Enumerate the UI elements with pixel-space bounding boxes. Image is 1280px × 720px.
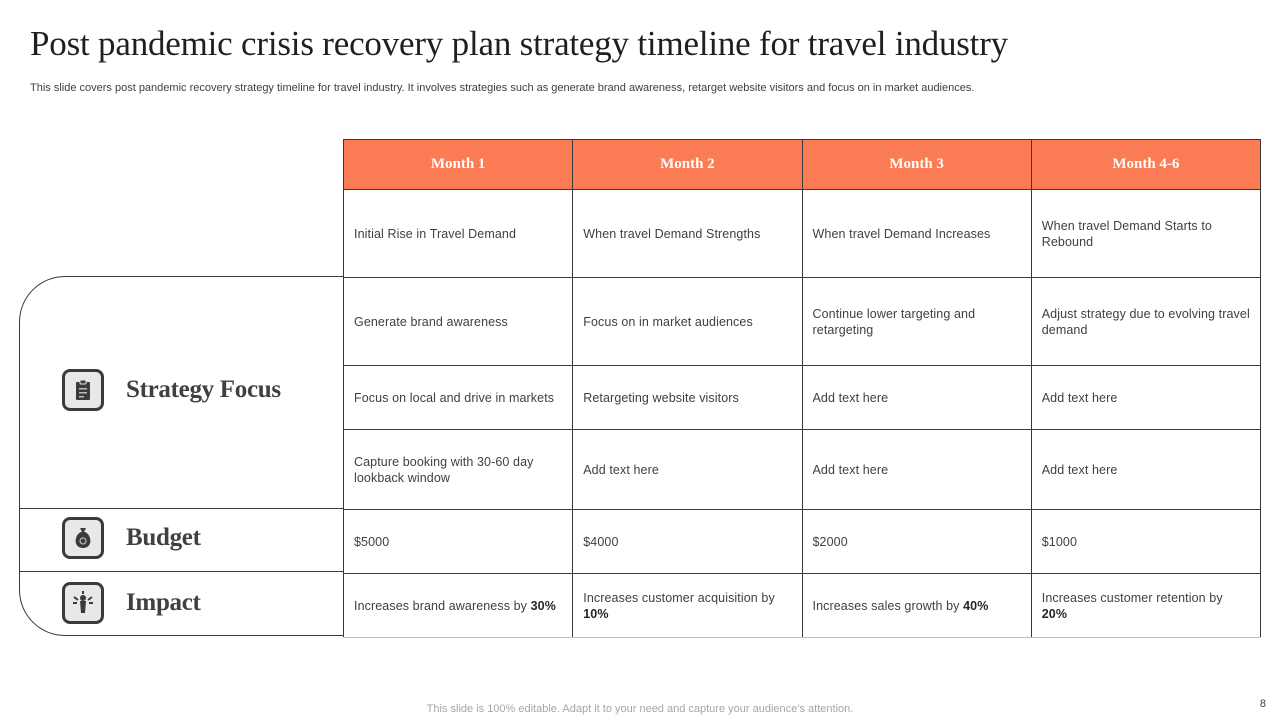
impact-cell: [573, 574, 802, 638]
impact-label: Impact: [126, 589, 201, 616]
table-cell: Capture booking with 30-60 day lookback window: [344, 430, 573, 510]
table-cell: Initial Rise in Travel Demand: [344, 190, 573, 278]
month-header: Month 4-6: [1031, 140, 1260, 190]
category-divider: [19, 508, 344, 509]
table-cell: Adjust strategy due to evolving travel demand: [1031, 278, 1260, 366]
impact-cell: [802, 574, 1031, 638]
strategy-row: [344, 366, 1261, 430]
category-divider: [19, 571, 344, 572]
impact-cell: [1031, 574, 1260, 638]
impact-text: Increases customer retention by: [1041, 590, 1223, 605]
budget-category: [62, 517, 201, 559]
table-cell: When travel Demand Increases: [802, 190, 1031, 278]
page-number: 8: [1259, 698, 1266, 710]
footer-note: This slide is 100% editable. Adapt it to your need and capture your audience’s attention.: [426, 703, 854, 715]
table-cell: Retargeting website visitors: [573, 366, 802, 430]
impact-row: [344, 574, 1261, 638]
page-title: Post pandemic crisis recovery plan strategy timeline for travel industry: [30, 24, 1008, 63]
impact-text: Increases brand awareness by: [354, 598, 531, 613]
month-header: Month 2: [573, 140, 802, 190]
impact-value: 20%: [1041, 606, 1068, 621]
page-subtitle: This slide covers post pandemic recovery strategy timeline for travel industry. It involves strategies such as generate brand awareness, retarget website visitors and focus on in market audiences.: [30, 82, 975, 94]
impact-text: Increases sales growth by: [812, 598, 964, 613]
strategy-focus-label: Strategy Focus: [126, 376, 281, 403]
strategy-row: [344, 430, 1261, 510]
impact-text: Increases customer acquisition by: [583, 590, 775, 605]
month-header: Month 1: [344, 140, 573, 190]
money-bag-icon: [62, 517, 104, 559]
impact-value: 10%: [583, 606, 609, 621]
strategy-focus-category: [62, 369, 281, 411]
table-cell: Add text here: [1031, 430, 1260, 510]
table-cell: Add text here: [573, 430, 802, 510]
growth-burst-icon: [62, 582, 104, 624]
clipboard-icon: [62, 369, 104, 411]
budget-row: [344, 510, 1261, 574]
table-cell: Add text here: [1031, 366, 1260, 430]
budget-label: Budget: [126, 524, 201, 551]
table-cell: Focus on local and drive in markets: [344, 366, 573, 430]
table-cell: Add text here: [802, 366, 1031, 430]
table-cell: When travel Demand Strengths: [573, 190, 802, 278]
impact-category: [62, 582, 201, 624]
budget-cell: $5000: [344, 510, 573, 574]
travel-demand-row: [344, 190, 1261, 278]
impact-value: 30%: [530, 598, 556, 613]
table-cell: Generate brand awareness: [344, 278, 573, 366]
budget-cell: $4000: [573, 510, 802, 574]
table-cell: Continue lower targeting and retargeting: [802, 278, 1031, 366]
timeline-table: [343, 139, 1261, 638]
table-cell: When travel Demand Starts to Rebound: [1031, 190, 1260, 278]
strategy-row: [344, 278, 1261, 366]
impact-cell: [344, 574, 573, 638]
impact-value: 40%: [963, 598, 989, 613]
table-cell: Add text here: [802, 430, 1031, 510]
month-header-row: [344, 140, 1261, 190]
budget-cell: $1000: [1031, 510, 1260, 574]
month-header: Month 3: [802, 140, 1031, 190]
table-cell: Focus on in market audiences: [573, 278, 802, 366]
budget-cell: $2000: [802, 510, 1031, 574]
